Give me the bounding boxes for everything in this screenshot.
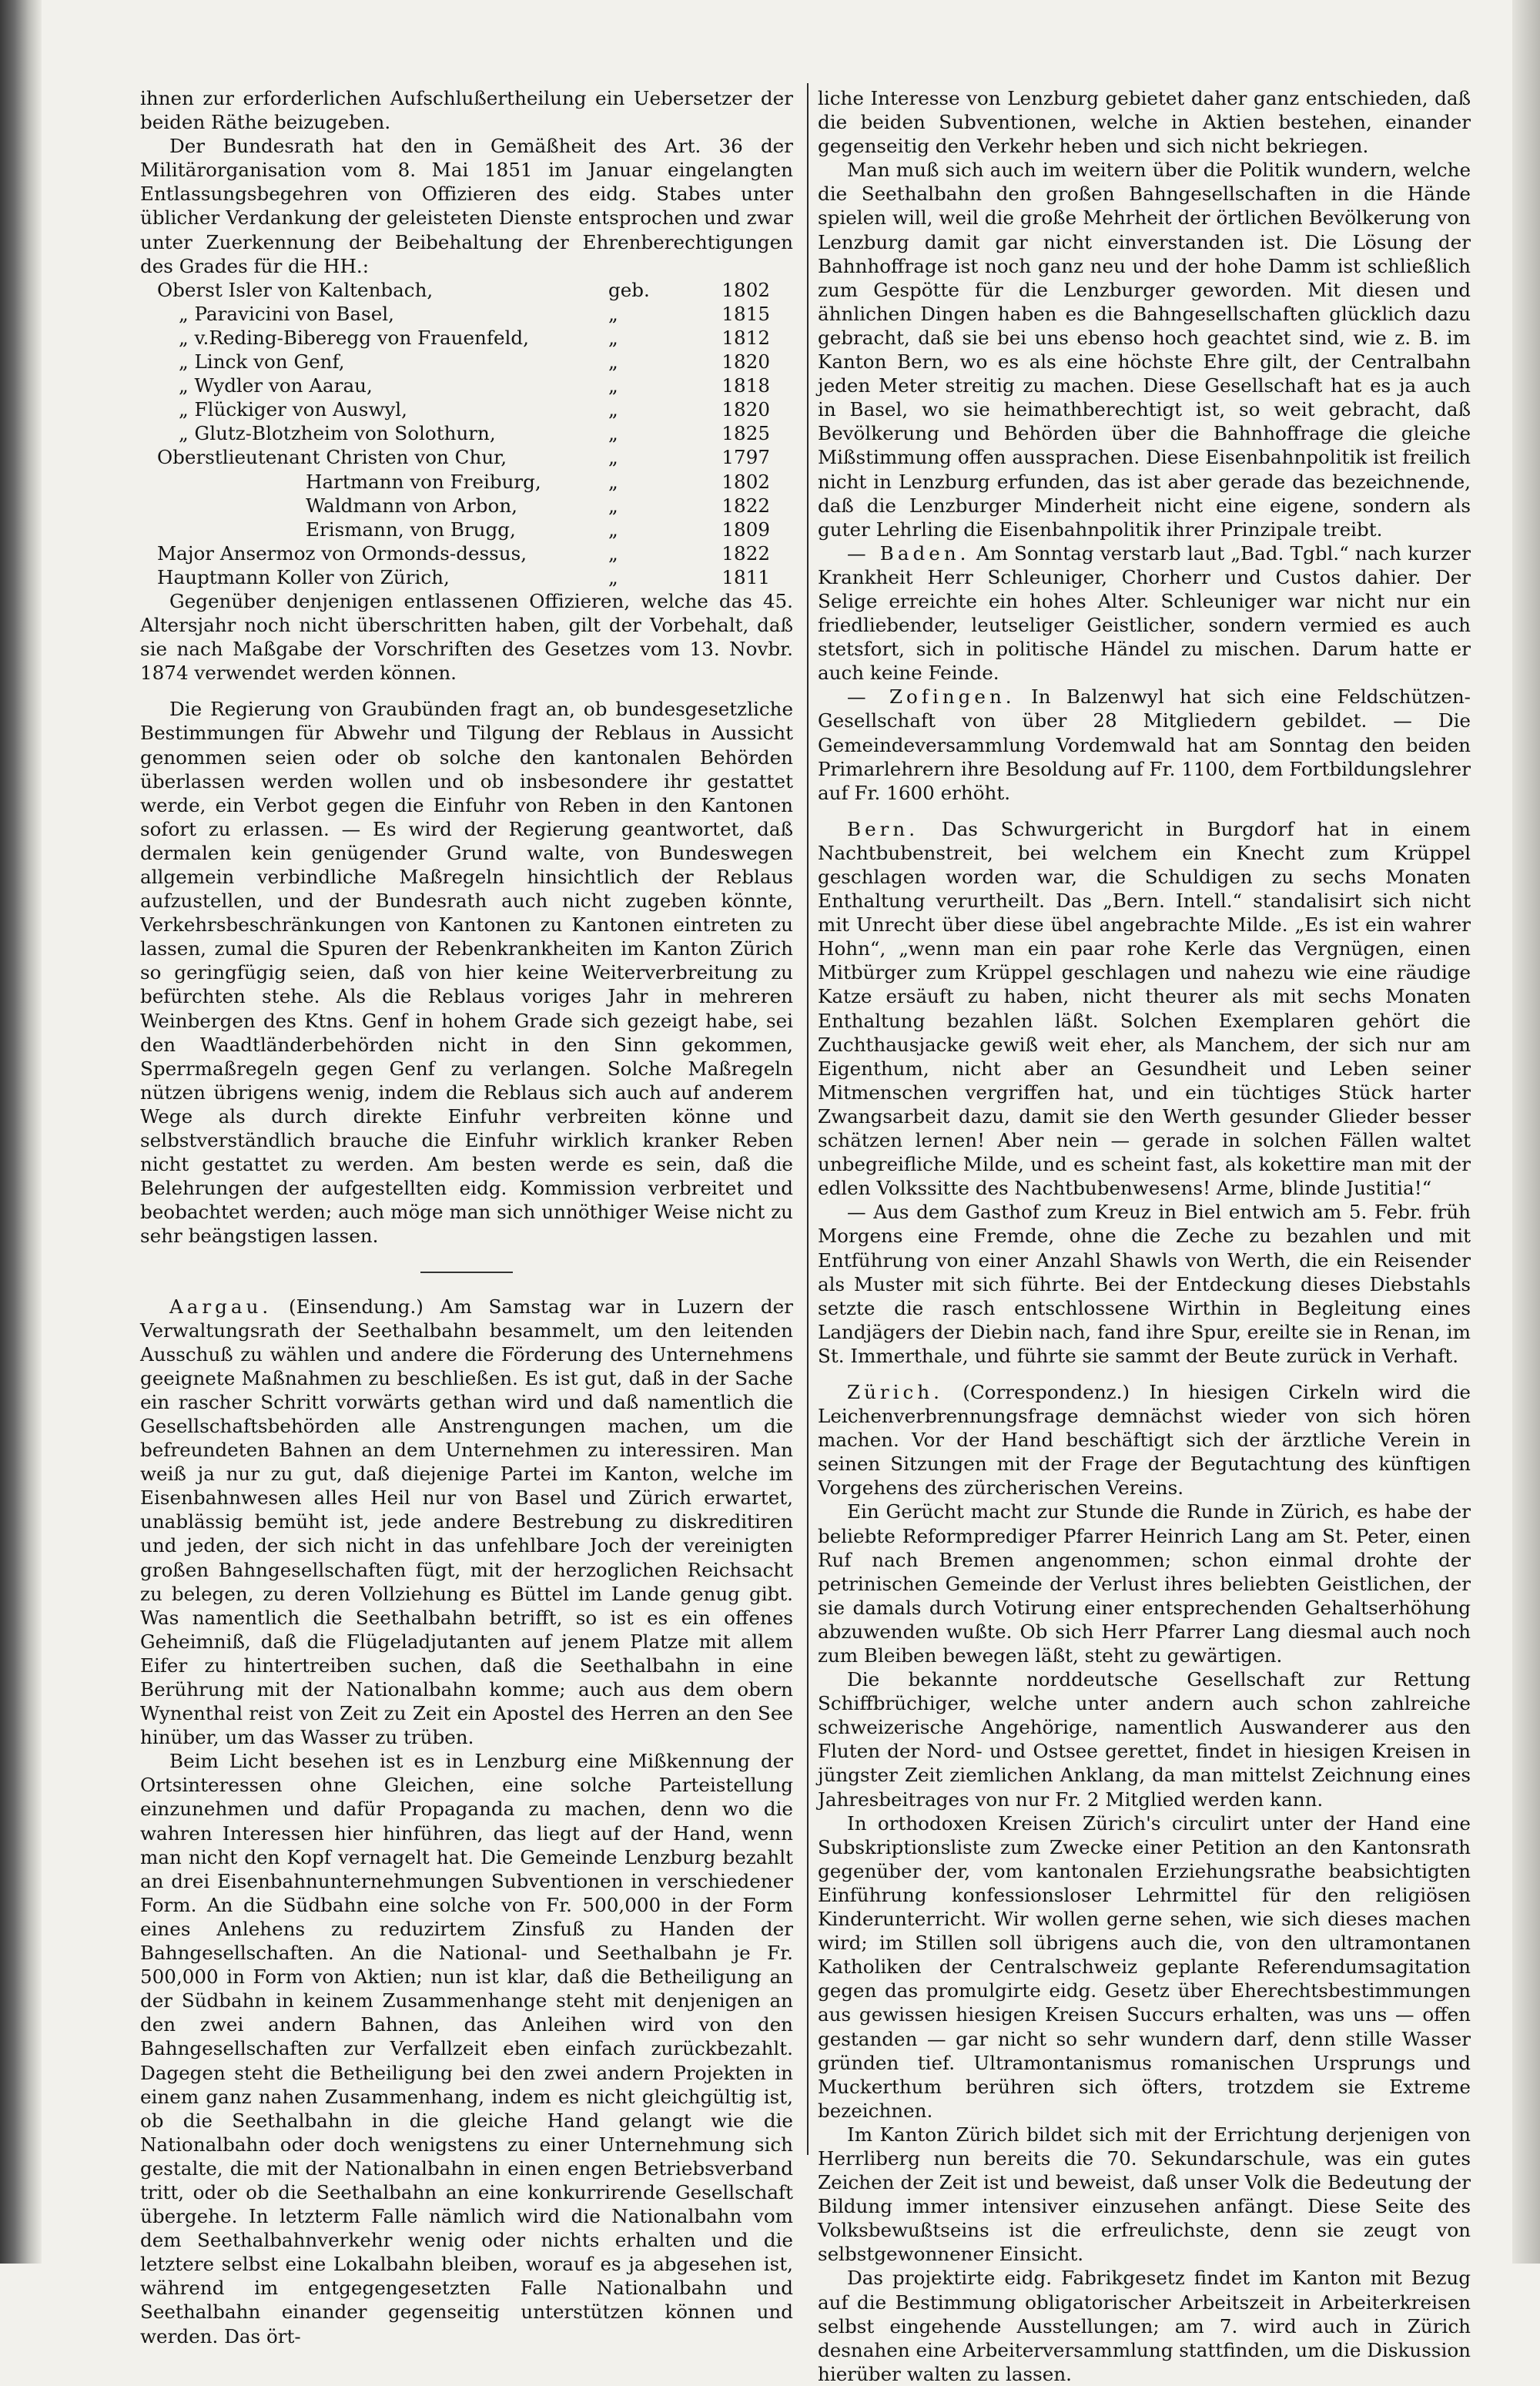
officer-mark: „: [608, 518, 618, 541]
officer-mark: „: [608, 446, 618, 469]
officer-row: [140, 518, 793, 541]
officer-year: 1822: [721, 494, 770, 517]
paragraph: [818, 817, 1471, 1201]
paragraph: Das projektirte eidg. Fabrikgesetz findet im Kanton mit Bezug auf die Bestimmung obligatorischer Arbeitszeit in Arbeiterkreisen selbst eingehende Ausstellungen; am 7. wird auch in Zürich desnahen eine Arbeiterversammlung stattfinden, um die Diskussion hierüber walten zu lassen.: [818, 2267, 1471, 2385]
paragraph: [140, 1295, 793, 1750]
book-binding-edge: [0, 0, 42, 2264]
officer-row: [140, 374, 793, 397]
officer-name: Waldmann von Arbon,: [306, 494, 517, 517]
paragraph: Die bekannte norddeutsche Gesellschaft zur Rettung Schiffbrüchiger, welche unter andern auch schon zahlreiche schweizerische Angehörige, namentlich Auswanderer aus den Fluten der Nord- und Ostsee gerettet, findet in hiesigen Kreisen in jüngster Zeit ziemlichen Anklang, da man mittelst Zeichnung eines Jahresbeitrages von nur Fr. 2 Mitglied werden kann.: [818, 1668, 1471, 1811]
paragraph: liche Interesse von Lenzburg gebietet daher ganz entschieden, daß die beiden Subventionen, welche in Aktien bestehen, einander gegenseitig den Verkehr heben und sich nicht bekriegen.: [818, 87, 1471, 158]
officer-mark: „: [608, 494, 618, 517]
officer-name: „ Flückiger von Auswyl,: [179, 398, 407, 421]
officer-year: 1802: [721, 470, 770, 493]
dateline-zuerich: Zürich.: [847, 1380, 943, 1403]
officer-mark: „: [608, 541, 618, 565]
officer-list: [140, 278, 793, 589]
officer-mark: „: [608, 565, 618, 588]
paragraph-text: In Balzenwyl hat sich eine Feldschützen-Gesellschaft von über 28 Mitgliedern gebildet. — Die Gemeindeversammlung Vordemwald hat am Sonntag den beiden Primarlehrern ihre Besoldung auf Fr. 1100, dem Fortbildungslehrer auf Fr. 1600 erhöht.: [818, 685, 1471, 804]
paragraph: Im Kanton Zürich bildet sich mit der Errichtung derjenigen von Herrliberg nun bereits die 70. Sekundarschule, was ein gutes Zeichen der Zeit ist und beweist, daß unser Volk die Bedeutung der Bildung immer intensiver einzusehen anfängt. Diese Seite des Volksbewußtseins ist die erfreulichste, denn sie zeugt von selbstgewonnener Einsicht.: [818, 2123, 1471, 2266]
right-column: [818, 86, 1471, 2386]
officer-row: [140, 350, 793, 374]
officer-year: 1820: [721, 350, 770, 374]
officer-name: „ Wydler von Aarau,: [179, 374, 373, 397]
officer-name: Hartmann von Freiburg,: [306, 470, 541, 493]
officer-name: Hauptmann Koller von Zürich,: [157, 565, 450, 588]
page-edge: [1512, 0, 1540, 2264]
officer-row: [140, 565, 793, 589]
officer-row: [140, 541, 793, 565]
dateline-bern: Bern.: [847, 817, 919, 840]
officer-row: [140, 494, 793, 518]
paragraph: [818, 541, 1471, 685]
officer-name: Oberstlieutenant Christen von Chur,: [157, 446, 507, 469]
officer-name: „ Paravicini von Basel,: [179, 302, 394, 325]
paragraph: Der Bundesrath hat den in Gemäßheit des Art. 36 der Militärorganisation vom 8. Mai 1851 im Januar eingelangten Entlassungsbegehren von Offizieren des eidg. Stabes unter üblicher Verdankung der geleisteten Dienste entsprochen und zwar unter Zuerkennung der Beibehaltung der Ehrenberechtigungen des Grades für die HH.:: [140, 135, 793, 277]
officer-year: 1820: [721, 398, 770, 421]
paragraph: Man muß sich auch im weitern über die Politik wundern, welche die Seethalbahn den großen Bahngesellschaften in die Hände spielen will, weil die große Mehrheit der örtlichen Bevölkerung von Lenzburg damit gar nicht einverstanden ist. Die Lösung der Bahnhoffrage ist noch ganz neu und der hohe Damm ist schließlich zum Gespötte für die Lenzburger geworden. Mit diesen und ähnlichen Dingen haben es die Bahngesellschaften glücklich dazu gebracht, daß sie bei uns ebenso hoch geachtet sind, wie z. B. im Kanton Bern, wo es als eine höchste Ehre gilt, der Centralbahn jeden Meter streitig zu machen. Diese Gesellschaft hat es ja auch in Basel, wo sie heimathberechtigt ist, so weit gebracht, daß Bevölkerung und Behörden über die Bahnhoffrage die gleiche Mißstimmung offen aussprachen. Diese Eisenbahnpolitik ist freilich nicht in Lenzburg erfunden, das ist aber gerade das bezeichnende, daß die Lenzburger Minderheit nicht eine eigene, sondern als guter Lehrling die Eisenbahnpolitik ihrer Prinzipale treibt.: [818, 159, 1471, 541]
officer-year: 1818: [721, 374, 770, 397]
officer-row: [140, 326, 793, 350]
section-divider: [420, 1272, 513, 1273]
paragraph: ihnen zur erforderlichen Aufschlußertheilung ein Uebersetzer der beiden Räthe beizugeben.: [140, 87, 793, 134]
paragraph-text: Das Schwurgericht in Burgdorf hat in einem Nachtbubenstreit, bei welchem ein Knecht zum Krüppel geschlagen worden war, die Schuldigen zu sechs Monaten Enthaltung verurtheilt. Das „Bern. Intell.“ standalisirt sich nicht mit Unrecht über diese übel angebrachte Milde. „Es ist ein wahrer Hohn“, „wenn man ein paar rohe Kerle das Vergnügen, einen Mitbürger zum Krüppel geschlagen und nahezu wie eine räudige Katze ersäuft zu haben, nicht theurer als mit sechs Monaten Enthaltung bezahlen läßt. Solchen Exemplaren gehört die Zuchthausjacke gewiß weit eher, als Manchem, der sich nur am Eigenthum, nicht aber an Gesundheit und Leben seiner Mitmenschen vergriffen hat, und ein tüchtiges Stück harter Zwangsarbeit dazu, damit sie den Werth gesunder Glieder besser schätzen lernen! Aber nein — gerade in solchen Fällen waltet unbegreifliche Milde, und es scheint fast, als kokettire man mit der edlen Volkssitte des Nachtbubenwesens! Arme, blinde Justitia!“: [818, 817, 1471, 1200]
officer-name: „ Glutz-Blotzheim von Solothurn,: [179, 422, 496, 445]
dateline-zofingen: — Zofingen.: [847, 685, 1016, 709]
officer-row: [140, 397, 793, 421]
paragraph: [818, 685, 1471, 804]
officer-mark: „: [608, 374, 618, 397]
officer-mark: „: [608, 350, 618, 374]
officer-mark: „: [608, 422, 618, 445]
paragraph-text: (Correspondenz.) In hiesigen Cirkeln wird die Leichenverbrennungsfrage demnächst wieder von sich hören machen. Vor der Hand beschäftigt sich der ärztliche Verein in seinen Sitzungen mit der Frage der Begutachtung des künftigen Vorgehens des zürcherischen Vereins.: [818, 1380, 1471, 1500]
officer-year: 1822: [721, 541, 770, 565]
paragraph-text: (Einsendung.) Am Samstag war in Luzern der Verwaltungsrath der Seethalbahn besammelt, um den leitenden Ausschuß zu wählen und andere die Förderung des Unternehmens geeignete Maßnahmen zu beschließen. Es ist gut, daß in der Sache ein rascher Schritt vorwärts gethan wird und daß namentlich die Gesellschaftsbehörden alle Anstrengungen machen, um die befreundeten Bahnen an dem Unternehmen zu interessiren. Man weiß ja nur zu gut, daß diejenige Partei im Kanton, welche im Eisenbahnwesen alles Heil nur von Basel und Zürich erwartet, unablässig bemüht ist, jede andere Bestrebung zu diskreditiren und jeden, der sich nicht in das unfehlbare Joch der vereinigten großen Bahngesellschaften fügt, mit der herzoglichen Reichsacht zu belegen, zu deren Vollziehung es Büttel im Lande genug gibt. Was namentlich die Seethalbahn betrifft, so ist es ein offenes Geheimniß, daß die Flügeladjutanten auf jenem Platze mit allem Eifer zu hintertreiben suchen, daß die Seethalbahn in eine Berührung mit der Nationalbahn komme; auch aus dem obern Wynenthal reist von Zeit zu Zeit ein Apostel des Herren an den See hinüber, um das Wasser zu trüben.: [140, 1295, 793, 1749]
officer-year: 1812: [721, 326, 770, 349]
officer-row: [140, 302, 793, 326]
officer-name: Oberst Isler von Kaltenbach,: [157, 278, 434, 301]
officer-name: „ v.Reding-Biberegg von Frauenfeld,: [179, 326, 529, 349]
paragraph-text: Am Sonntag verstarb laut „Bad. Tgbl.“ nach kurzer Krankheit Herr Schleuniger, Chorherr und Custos dahier. Der Selige erreichte ein hohes Alter. Schleuniger war nicht nur ein friedliebender, leutseliger Geistlicher, sondern vermied es auch stetsfort, sich in politische Händel zu mischen. Darum hatte er auch keine Feinde.: [818, 541, 1471, 685]
officer-name: Major Ansermoz von Ormonds-dessus,: [157, 541, 527, 565]
officer-year: 1797: [721, 446, 770, 469]
paragraph: Beim Licht besehen ist es in Lenzburg eine Mißkennung der Ortsinteressen ohne Gleichen, eine solche Parteistellung einzunehmen und dafür Propaganda zu machen, denn wo die wahren Interessen hier hinführen, das liegt auf der Hand, wenn man nicht den Kopf vernagelt hat. Die Gemeinde Lenzburg bezahlt an drei Eisenbahnunternehmungen Subventionen in verschiedener Form. An die Südbahn eine solche von Fr. 500,000 in der Form eines Anlehens zu reduzirtem Zinsfuß zu Handen der Bahngesellschaften. An die National- und Seethalbahn je Fr. 500,000 in Form von Aktien; nun ist klar, daß die Betheiligung an der Südbahn in keinem Zusammenhange steht mit denjenigen an den zwei andern Bahnen, das Anleihen wird von den Bahngesellschaften zur Verfallzeit eben einfach zurückbezahlt. Dagegen steht die Betheiligung bei den zwei andern Projekten in einem ganz nahen Zusammenhang, indem es nicht gleichgültig ist, ob die Seethalbahn in die gleiche Hand gelangt wie die Nationalbahn oder doch wenigstens zu einer Unternehmung sich gestalte, die mit der Nationalbahn in einen engen Betriebsverband tritt, oder ob die Seethalbahn an eine konkurrirende Gesellschaft übergehe. In letzterm Falle nämlich wird die Nationalbahn vom dem Seethalbahnverkehr wenig oder nichts erhalten und die letztere selbst eine Lokalbahn bleiben, worauf es ja abgesehen ist, während im entgegengesetzten Falle Nationalbahn und Seethalbahn einander gegenseitig unterstützen können und werden. Das ört-: [140, 1750, 793, 2347]
officer-mark: „: [608, 398, 618, 421]
paragraph: Ein Gerücht macht zur Stunde die Runde in Zürich, es habe der beliebte Reformprediger Pfarrer Heinrich Lang am St. Peter, einen Ruf nach Bremen angenommen; schon einmal drohte der petrinischen Gemeinde der Verlust ihres beliebten Geistlichen, der sie damals durch Votirung einer entsprechenden Gehaltserhöhung abzuwenden wußte. Ob sich Herr Pfarrer Lang diesmal auch noch zum Bleiben bewegen läßt, steht zu gewärtigen.: [818, 1500, 1471, 1667]
officer-name: Erismann, von Brugg,: [306, 518, 516, 541]
officer-row: [140, 278, 793, 302]
officer-year: 1802: [721, 278, 770, 301]
paragraph: Die Regierung von Graubünden fragt an, ob bundesgesetzliche Bestimmungen für Abwehr und Tilgung der Reblaus in Aussicht genommen seien oder ob solche den kantonalen Behörden überlassen werden wollen und ob insbesondere ihr gestattet werde, ein Verbot gegen die Einfuhr von Reben in den Kantonen sofort zu erlassen. — Es wird der Regierung geantwortet, daß dermalen kein genügender Grund walte, von Bundeswegen allgemein verbindliche Maßregeln hinsichtlich der Reblaus aufzustellen, und der Bundesrath auch nicht zugeben könnte, Verkehrsbeschränkungen von Kantonen zu Kantonen eintreten zu lassen, zumal die Spuren der Rebenkrankheiten im Kanton Zürich so geringfügig seien, daß von hier keine Weiterverbreitung zu befürchten stehe. Als die Reblaus voriges Jahr in mehreren Weinbergen des Ktns. Genf in hohem Grade sich gezeigt habe, sei den Waadtländerbehörden nicht in den Sinn gekommen, Sperrmaßregeln gegen Genf zu verlangen. Solche Maßregeln nützen übrigens wenig, indem die Reblaus sich auch auf anderem Wege als durch direkte Einfuhr verbreiten könne und selbstverständlich brauche die Einfuhr wirklich kranker Reben nicht gestattet zu werden. Am besten werde es sein, daß die Belehrungen der aufgestellten eidg. Kommission verbreitet und beobachtet werden; auch möge man sich unnöthiger Weise nicht zu sehr beängstigen lassen.: [140, 698, 793, 1248]
officer-year: 1809: [721, 518, 770, 541]
officer-row: [140, 470, 793, 494]
column-divider: [807, 83, 808, 2155]
paragraph: Gegenüber denjenigen entlassenen Offizieren, welche das 45. Altersjahr noch nicht überschritten haben, gilt der Vorbehalt, daß sie nach Maßgabe der Vorschriften des Gesetzes vom 13. Novbr. 1874 verwendet werden können.: [140, 589, 793, 685]
officer-name: „ Linck von Genf,: [179, 350, 345, 374]
paragraph: — Aus dem Gasthof zum Kreuz in Biel entwich am 5. Febr. früh Morgens eine Fremde, ohne die Zeche zu bezahlen und mit Entführung von einer Anzahl Shawls von Werth, die ein Reisender als Muster mit sich führte. Bei der Entdeckung dieses Diebstahls setzte die rasch entschlossene Wirthin in Begleitung eines Landjägers der Diebin nach, fand ihre Spur, ereilte sie in Renan, im St. Immerthale, und führte sie sammt der Beute zurück in Verhaft.: [818, 1201, 1471, 1367]
left-column: [140, 86, 793, 2348]
officer-year: 1825: [721, 422, 770, 445]
officer-mark: „: [608, 302, 618, 325]
dateline-baden: — Baden.: [847, 541, 970, 565]
officer-row: [140, 421, 793, 445]
officer-mark: geb.: [608, 278, 650, 301]
paragraph: [818, 1380, 1471, 1500]
officer-mark: „: [608, 470, 618, 493]
officer-year: 1811: [721, 565, 770, 588]
officer-row: [140, 445, 793, 469]
dateline-aargau: Aargau.: [169, 1295, 273, 1318]
officer-year: 1815: [721, 302, 770, 325]
officer-mark: „: [608, 326, 618, 349]
paragraph: In orthodoxen Kreisen Zürich's circulirt unter der Hand eine Subskriptionsliste zum Zwecke einer Petition an den Kantonsrath gegenüber der, vom kantonalen Erziehungsrathe beabsichtigten Einführung konfessionsloser Lehrmittel für den religiösen Kinderunterricht. Wir wollen gerne sehen, wie sich dieses machen wird; im Stillen soll übrigens auch die, von den ultramontanen Katholiken der Centralschweiz geplante Referendumsagitation gegen das promulgirte eidg. Gesetz über Eherechtsbestimmungen aus gewissen hiesigen Kreisen Succurs erhalten, was uns — offen gestanden — gar nicht so sehr wundern darf, denn stille Wasser gründen tief. Ultramontanismus romanischen Ursprungs und Muckerthum berühren sich öfters, trotzdem sie Extreme bezeichnen.: [818, 1811, 1471, 2122]
